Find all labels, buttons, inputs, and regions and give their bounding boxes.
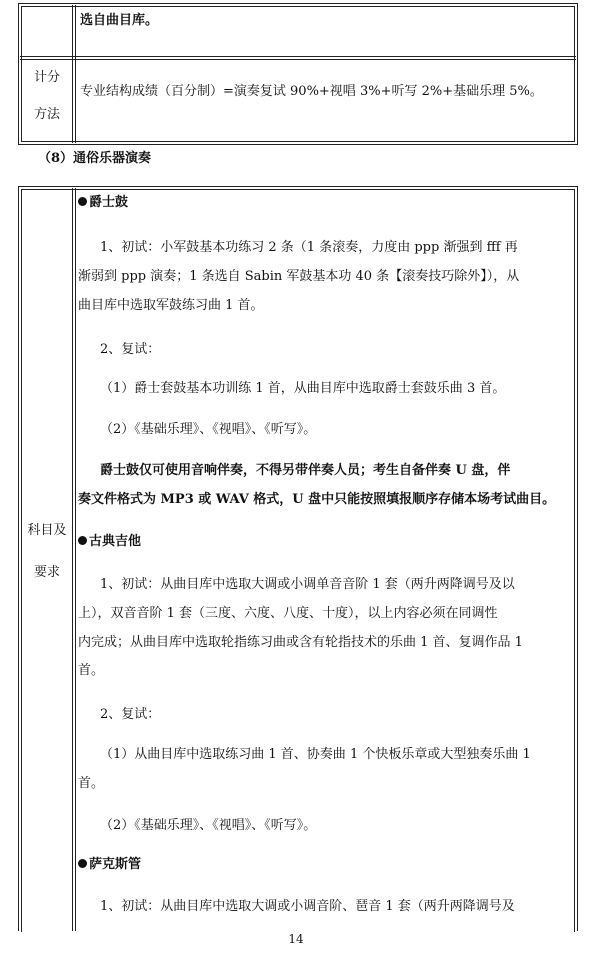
guitar-p3-line2: 首。 (78, 776, 105, 791)
page-number: 14 (288, 932, 304, 946)
jazz-p4: （2）《基础乐理》、《视唱》、《听写》。 (100, 422, 317, 437)
jazz-drum-heading (78, 194, 128, 212)
guitar-p4: （2）《基础乐理》、《视唱》、《听写》。 (100, 818, 317, 833)
guitar-p1-line3: 内完成；从曲目库中选取轮指练习曲或含有轮指技术的乐曲 1 首、复调作品 1 (78, 635, 523, 650)
top-table-row-divider (20, 56, 576, 57)
guitar-title: 古典吉他 (89, 534, 142, 549)
score-method-label-1: 计分 (33, 70, 60, 85)
guitar-p1-line1: 1、初试：从曲目库中选取大调或小调单音音阶 1 套（两升两降调号及以 (100, 577, 515, 592)
jazz-note-line1: 爵士鼓仅可使用音响伴奏，不得另带伴奏人员；考生自备伴奏 U 盘，伴 (100, 463, 511, 478)
main-table-col-divider-2 (75, 188, 76, 931)
jazz-p3: （1）爵士套鼓基本功训练 1 首，从曲目库中选取爵士套鼓乐曲 3 首。 (100, 381, 506, 396)
score-method-label-2: 方法 (33, 107, 60, 122)
bullet-icon (78, 197, 87, 206)
top-row1-text: 选自曲目库。 (80, 13, 159, 28)
jazz-drum-title: 爵士鼓 (89, 195, 129, 210)
subject-label-1: 科目及 (27, 523, 67, 538)
bullet-icon (78, 859, 87, 868)
sax-p1-line1: 1、初试：从曲目库中选取大调或小调音阶、琶音 1 套（两升两降调号及 (100, 899, 515, 914)
top-table-col-divider (72, 5, 73, 143)
section-heading: （8）通俗乐器演奏 (38, 151, 152, 166)
subject-label-2: 要求 (33, 565, 60, 580)
guitar-p2: 2、复试： (100, 707, 161, 722)
guitar-p1-line2: 上），双音音阶 1 套（三度、六度、八度、十度），以上内容必须在同调性 (78, 606, 498, 621)
sax-heading (78, 856, 141, 874)
bullet-icon (78, 536, 87, 545)
guitar-heading (78, 533, 141, 551)
guitar-p1-line4: 首。 (78, 663, 105, 678)
jazz-p1-line3: 曲目库中选取军鼓练习曲 1 首。 (78, 298, 264, 313)
jazz-note-line2: 奏文件格式为 MP3 或 WAV 格式，U 盘中只能按照填报顺序存储本场考试曲目。 (78, 492, 556, 507)
top-table-row-divider-2 (20, 59, 576, 60)
sax-title: 萨克斯管 (89, 857, 142, 872)
jazz-p1-line1: 1、初试：小军鼓基本功练习 2 条（1 条滚奏，力度由 ppp 渐强到 fff 再 (100, 240, 518, 255)
main-table-col-divider (72, 188, 73, 931)
jazz-p2: 2、复试： (100, 342, 161, 357)
top-table-col-divider-2 (75, 5, 76, 143)
guitar-p3-line1: （1）从曲目库中选取练习曲 1 首、协奏曲 1 个快板乐章或大型独奏乐曲 1 (100, 747, 531, 762)
jazz-p1-line2: 渐弱到 ppp 演奏；1 条选自 Sabin 军鼓基本功 40 条【滚奏技巧除外】），从 (78, 269, 520, 284)
score-method-text: 专业结构成绩（百分制）=演奏复试 90%+视唱 3%+听写 2%+基础乐理 5%。 (80, 84, 543, 99)
